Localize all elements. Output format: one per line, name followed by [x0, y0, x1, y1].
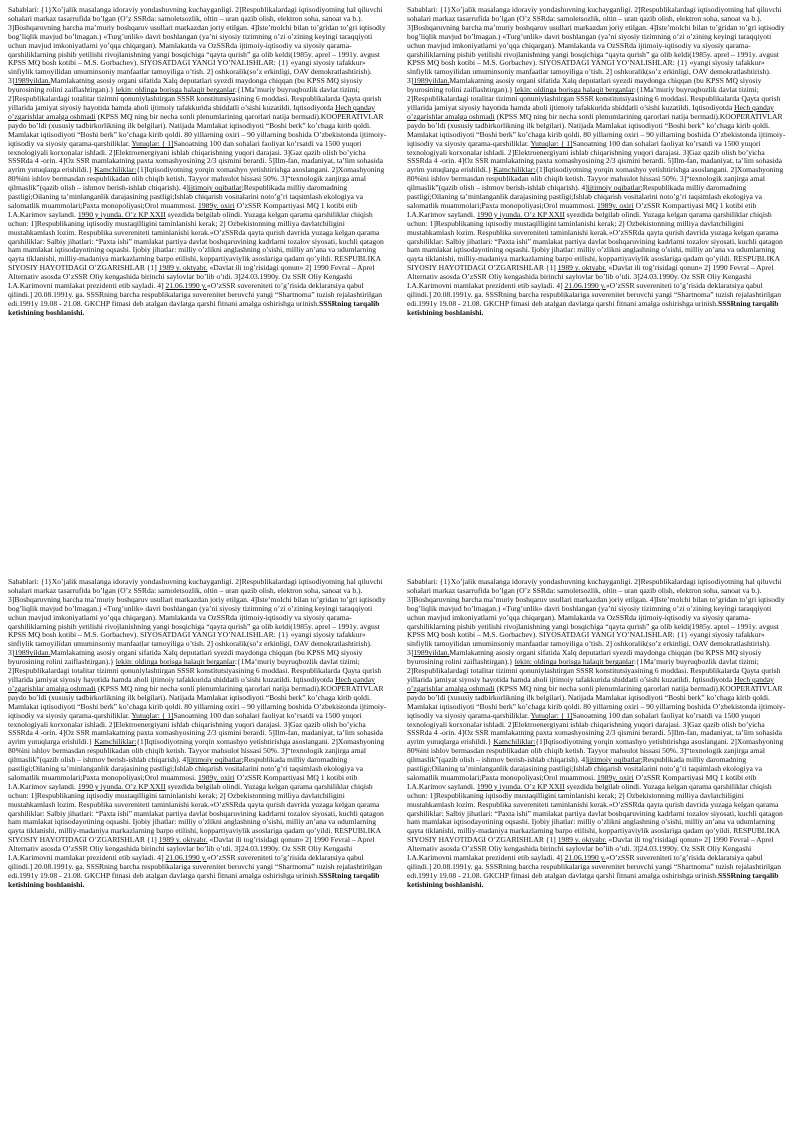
panel-text: Sabablari: {1}Xo’jalik masalanga idoraviy yondashuvning kuchayganligi. 2]Respublikalardagi iqtisodiyotning hal qiluvchi sohalari markaz tasarrufida bo’lgan (O’z SSRda: samoletsozlik, oltin – uran qazib olish, elektron soha, sanoat va b.). 3]Boshqaruvning barcha ma’muriy boshqaruv usullari markazdan joriy etilgan. 4]Iste’molchi bilan to’gridan to’gri iqtisodiy bog’liqlik mavjud bo’lmagan.) «Turg’unlik» davri boshlangan (ya’ni siyosiy tizimning o’zi o’zining keyingi taraqqiyoti uchun mavjud imkoniyatlarni yo’qqa chiqargan). Mamlakatda va OzSSRda ijtimoiy-iqtisodiy va siyosiy qarama-qarshiliklarning pishib yetilishi rivojlanishning yangi bosqichiga “qayta qurish” ga olib keldi(1985y. aprel – 1991y. avgust KPSS MQ bosh kotibi – M.S. Gorbachev). SIYOSATDAGI YANGI YO’NALISHLAR: {1} «yangi siyosiy tafakkur» sinfiylik tamoyilidan umuminsoniy manfaatlar tamoyiliga o’tish. 2] oshkoralik(so’z erkinligi, OAV demokratlashtirish). 3] — [8, 577, 386, 658]
panel-text: O’zSSR Kompartiyasi MQ 1 kotibi etib I.A.Karimov saylandi. — [8, 200, 358, 219]
panel-text: «Davlat ili tog’risidagi qonun» 2] 1990 Fevral – Aprel Alternativ asosda O’zSSR Oliy kengashida birinchi saylovlar bo’lib o’tdi. 3]24.03.1990y. Oz SSR Oliy Kengashi I.A.Karimovni mamlakat prezidenti etib sayladi. 4] — [407, 263, 774, 291]
underlined-phrase: ijtimoiy oqibatlar — [587, 755, 641, 765]
underlined-phrase: 1989 y. oktyabr. — [557, 263, 607, 273]
underlined-phrase: 1989yildan. — [14, 648, 51, 658]
underlined-phrase: Hech qanday o’zgarishlar amalga oshmadi — [8, 674, 375, 693]
panel-text: Sabablari: {1}Xo’jalik masalanga idoraviy yondashuvning kuchayganligi. 2]Respublikalardagi iqtisodiyotning hal qiluvchi sohalari markaz tasarrufida bo’lgan (O’z SSRda: samoletsozlik, oltin – uran qazib olish, elektron soha, sanoat va b.). 3]Boshqaruvning barcha ma’muriy boshqaruv usullari markazdan joriy etilgan. 4]Iste’molchi bilan to’gridan to’gri iqtisodiy bog’liqlik mavjud bo’lmagan.) «Turg’unlik» davri boshlangan (ya’ni siyosiy tizimning o’zi o’zining keyingi taraqqiyoti uchun mavjud imkoniyatlarni yo’qqa chiqargan). Mamlakatda va OzSSRda ijtimoiy-iqtisodiy va siyosiy qarama-qarshiliklarning pishib yetilishi rivojlanishning yangi bosqichiga “qayta qurish” ga olib keldi(1985y. aprel – 1991y. avgust KPSS MQ bosh kotibi – M.S. Gorbachev). SIYOSATDAGI YANGI YO’NALISHLAR: {1} «yangi siyosiy tafakkur» sinfiylik tamoyilidan umuminsoniy manfaatlar tamoyiliga o’tish. 2] oshkoralik(so’z erkinligi, OAV demokratlashtirish). 3] — [407, 5, 785, 86]
panel-text: :{1Ma’muriy buyruqbozlik davlat tizimi; 2]Respublikalardagi totalitar tizimni qonuniylashtirgan SSSR konstitutsiyasining 6 moddasi. Respublikalarda Qayta qurish yillarida jamiyat siyosiy hayotida hamda aholi ijtimoiy tafakkurida shiddatli o’sishi kuzatildi. Iqtisodiyotda — [407, 657, 781, 684]
panel-text: Sabablari: {1}Xo’jalik masalanga idoraviy yondashuvning kuchayganligi. 2]Respublikalardagi iqtisodiyotning hal qiluvchi sohalari markaz tasarrufida bo’lgan (O’z SSRda: samoletsozlik, oltin – uran qazib olish, elektron soha, sanoat va b.). 3]Boshqaruvning barcha ma’muriy boshqaruv usullari markazdan joriy etilgan. 4]Iste’molchi bilan to’gridan to’gri iqtisodiy bog’liqlik mavjud bo’lmagan.) «Turg’unlik» davri boshlangan (ya’ni siyosiy tizimning o’zi o’zining keyingi taraqqiyoti uchun mavjud imkoniyatlarni yo’qqa chiqargan). Mamlakatda va OzSSRda ijtimoiy-iqtisodiy va siyosiy qarama-qarshiliklarning pishib yetilishi rivojlanishning yangi bosqichiga “qayta qurish” ga olib keldi(1985y. aprel – 1991y. avgust KPSS MQ bosh kotibi – M.S. Gorbachev). SIYOSATDAGI YANGI YO’NALISHLAR: {1} «yangi siyosiy tafakkur» sinfiylik tamoyilidan umuminsoniy manfaatlar tamoyiliga o’tish. 2] oshkoralik(so’z erkinligi, OAV demokratlashtirish). 3] — [407, 577, 785, 658]
underlined-phrase: 1989y. oxiri — [597, 772, 634, 782]
underlined-phrase: Yutuqlar: { 1] — [131, 710, 174, 720]
panel-text: ;Respublikada milliy daromadning pastligi;Oilaning ta’minlanganlik darajasining pastligi;Ishlab chiqarish vositalarini noto’g’ri taqsimlash ekologiya va salomatlik muammolari;Paxta monopoliyasi;Orol muammosi. — [8, 183, 363, 210]
text-panel-bottom-right — [407, 578, 787, 890]
underlined-phrase: 1990 y iyunda. O’z KP XXII — [476, 781, 565, 791]
underlined-phrase: Hech qanday o’zgarishlar amalga oshmadi — [407, 102, 774, 121]
underlined-phrase: ijtimoiy oqibatlar — [188, 755, 242, 765]
underlined-phrase: 1989 y. oktyabr. — [158, 835, 208, 845]
underlined-phrase: 1989 y. oktyabr. — [158, 263, 208, 273]
underlined-phrase: 1990 y iyunda. O’z KP XXII — [77, 209, 166, 219]
panel-text: (KPSS MQ ning bir necha sonli plenumlarining qarorlari natija bermadi).KOOPERATIVLAR paydo bo’ldi (xususiy tadbirkorlikning ilk belgilari). Natijada Mamlakat iqtisodiyoti “Boshi berk” ko’chaga kirib qoldi. Mamlakat iqtisodiyoti “Boshi berk” ko’chaga kirib qoldi. 80 yillarning oxiri – 90 yillarning boshida O’zbekistonda ijtimoiy-iqtisodiy va siyosiy qarama-qarshiliklar. — [8, 683, 387, 720]
underlined-phrase: 1989y. oxiri — [198, 772, 235, 782]
underlined-phrase: 21.06.1990 y. — [165, 281, 207, 291]
panel-text: Mamlakatning asosiy organi sifatida Xalq deputatlari syezdi maydonga chiqqan (bu KPSS MQ siyosiy byurosining rolini zaiflashtirgan).} — [8, 76, 363, 95]
panel-text: «O’zSSR suvereniteti to’g’risida deklaratsiya qabul qilindi.] 20.08.1991y. ga. SSSRning barcha respublikalariga suverenitet beruvchi yangi “Shartnoma” tuzish rejalashtirilgan edi.1991y 19.08 - 21.08. GKCHP fitnasi deb atalgan davlatga qarshi fitnani amalga oshirishga urinish. — [407, 281, 782, 308]
underlined-phrase: Yutuqlar: { 1] — [530, 138, 573, 148]
bold-conclusion: SSSRning tarqalib ketishining boshlanishi. — [407, 870, 779, 889]
underlined-phrase: Kamchiliklar: — [493, 737, 536, 747]
panel-text: syezdida belgilab olindi. Yuzaga kelgan qarama qarshiliklar chiqish uchun: 1]Respublikaning iqtisodiy mustaqilligini taminlanishi kerak; 2] Ozbekistonning milliya davlatchiligini mustahkamlash lozim. Respublika suvereniteti taminlanishi kerak.«O’zSSRda qayta qurish davrida yuzaga kelgan qarama qarshiliklar: Salbiy jihatlari: “Paxta ishi” mamlakat partiya davlat boshqaruvining kadrlarni tozalov siyosati, kuchli qatagon ham mamlakat iqtisodayotining oqsashi. Ijobiy jihatlar: milliy o’zlikni anglashning o’sishi, milliy an’ana va udumlarning qayta tiklanishi, milliy-madaniya markazlarning barpo etilishi, koppartiyaviylik asoslariga qadam qo’yildi. RESPUBLIKA SIYOSIY HAYOTIDAGI O’ZGARISHLAR {1] — [8, 209, 384, 273]
underlined-phrase: 21.06.1990 y. — [564, 281, 606, 291]
panel-text: Mamlakatning asosiy organi sifatida Xalq deputatlari syezdi maydonga chiqqan (bu KPSS MQ siyosiy byurosining rolini zaiflashtirgan).} — [407, 76, 762, 95]
text-panel-top-left — [8, 6, 388, 318]
panel-text: :{1Ma’muriy buyruqbozlik davlat tizimi; 2]Respublikalardagi totalitar tizimni qonuniylashtirgan SSSR konstitutsiyasining 6 moddasi. Respublikalarda Qayta qurish yillarida jamiyat siyosiy hayotida hamda aholi ijtimoiy tafakkurida shiddatli o’sishi kuzatildi. Iqtisodiyotda — [8, 85, 382, 112]
panel-text: O’zSSR Kompartiyasi MQ 1 kotibi etib I.A.Karimov saylandi. — [407, 772, 757, 791]
panel-text: «O’zSSR suvereniteti to’g’risida deklaratsiya qabul qilindi.] 20.08.1991y. ga. SSSRning barcha respublikalariga suverenitet beruvchi yangi “Shartnoma” tuzish rejalashtirilgan edi.1991y 19.08 - 21.08. GKCHP fitnasi deb atalgan davlatga qarshi fitnani amalga oshirishga urinish. — [8, 281, 383, 308]
underlined-phrase: ijtimoiy oqibatlar — [587, 183, 641, 193]
panel-text: (KPSS MQ ning bir necha sonli plenumlarining qarorlari natija bermadi).KOOPERATIVLAR paydo bo’ldi (xususiy tadbirkorlikning ilk belgilari). Natijada Mamlakat iqtisodiyoti “Boshi berk” ko’chaga kirib qoldi. Mamlakat iqtisodiyoti “Boshi berk” ko’chaga kirib qoldi. 80 yillarning oxiri – 90 yillarning boshida O’zbekistonda ijtimoiy-iqtisodiy va siyosiy qarama-qarshiliklar. — [407, 683, 786, 720]
underlined-phrase: 21.06.1990 y. — [564, 853, 606, 863]
panel-text: Sabablari: {1}Xo’jalik masalanga idoraviy yondashuvning kuchayganligi. 2]Respublikalardagi iqtisodiyotning hal qiluvchi sohalari markaz tasarrufida bo’lgan (O’z SSRda: samoletsozlik, oltin – uran qazib olish, elektron soha, sanoat va b.). 3]Boshqaruvning barcha ma’muriy boshqaruv usullari markazdan joriy etilgan. 4]Iste’molchi bilan to’gridan to’gri iqtisodiy bog’liqlik mavjud bo’lmagan.) «Turg’unlik» davri boshlangan (ya’ni siyosiy tizimning o’zi o’zining keyingi taraqqiyoti uchun mavjud imkoniyatlarni yo’qqa chiqargan). Mamlakatda va OzSSRda ijtimoiy-iqtisodiy va siyosiy qarama-qarshiliklarning pishib yetilishi rivojlanishning yangi bosqichiga “qayta qurish” ga olib keldi(1985y. aprel – 1991y. avgust KPSS MQ bosh kotibi – M.S. Gorbachev). SIYOSATDAGI YANGI YO’NALISHLAR: {1} «yangi siyosiy tafakkur» sinfiylik tamoyilidan umuminsoniy manfaatlar tamoyiliga o’tish. 2] oshkoralik(so’z erkinligi, OAV demokratlashtirish). 3] — [8, 5, 386, 86]
panel-text: «Davlat ili tog’risidagi qonun» 2] 1990 Fevral – Aprel Alternativ asosda O’zSSR Oliy kengashida birinchi saylovlar bo’lib o’tdi. 3]24.03.1990y. Oz SSR Oliy Kengashi I.A.Karimovni mamlakat prezidenti etib sayladi. 4] — [8, 263, 375, 291]
panel-text: :{1Ma’muriy buyruqbozlik davlat tizimi; 2]Respublikalardagi totalitar tizimni qonuniylashtirgan SSSR konstitutsiyasining 6 moddasi. Respublikalarda Qayta qurish yillarida jamiyat siyosiy hayotida hamda aholi ijtimoiy tafakkurida shiddatli o’sishi kuzatildi. Iqtisodiyotda — [8, 657, 382, 684]
panel-text: ;Respublikada milliy daromadning pastligi;Oilaning ta’minlanganlik darajasining pastligi;Ishlab chiqarish vositalarini noto’g’ri taqsimlash ekologiya va salomatlik muammolari;Paxta monopoliyasi;Orol muammosi. — [8, 755, 363, 782]
underlined-phrase: Kamchiliklar: — [94, 165, 137, 175]
underlined-phrase: Hech qanday o’zgarishlar amalga oshmadi — [8, 102, 375, 121]
underlined-phrase: lekin: oldinga borisga halaqit berganlar — [514, 657, 634, 667]
panel-text: «Davlat ili tog’risidagi qonun» 2] 1990 Fevral – Aprel Alternativ asosda O’zSSR Oliy kengashida birinchi saylovlar bo’lib o’tdi. 3]24.03.1990y. Oz SSR Oliy Kengashi I.A.Karimovni mamlakat prezidenti etib sayladi. 4] — [8, 835, 375, 863]
text-panel-top-right — [407, 6, 787, 318]
panel-text: :{1Ma’muriy buyruqbozlik davlat tizimi; 2]Respublikalardagi totalitar tizimni qonuniylashtirgan SSSR konstitutsiyasining 6 moddasi. Respublikalarda Qayta qurish yillarida jamiyat siyosiy hayotida hamda aholi ijtimoiy tafakkurida shiddatli o’sishi kuzatildi. Iqtisodiyotda — [407, 85, 781, 112]
underlined-phrase: 1989y. oxiri — [198, 200, 235, 210]
panel-text: syezdida belgilab olindi. Yuzaga kelgan qarama qarshiliklar chiqish uchun: 1]Respublikaning iqtisodiy mustaqilligini taminlanishi kerak; 2] Ozbekistonning milliya davlatchiligini mustahkamlash lozim. Respublika suvereniteti taminlanishi kerak.«O’zSSRda qayta qurish davrida yuzaga kelgan qarama qarshiliklar: Salbiy jihatlari: “Paxta ishi” mamlakat partiya davlat boshqaruvining kadrlarni tozalov siyosati, kuchli qatagon ham mamlakat iqtisodayotining oqsashi. Ijobiy jihatlar: milliy o’zlikni anglashning o’sishi, milliy an’ana va udumlarning qayta tiklanishi, milliy-madaniya markazlarning barpo etilishi, koppartiyaviylik asoslariga qadam qo’yildi. RESPUBLIKA SIYOSIY HAYOTIDAGI O’ZGARISHLAR {1] — [407, 209, 783, 273]
underlined-phrase: 1990 y iyunda. O’z KP XXII — [77, 781, 166, 791]
underlined-phrase: ijtimoiy oqibatlar — [188, 183, 242, 193]
bold-conclusion: SSSRning tarqalib ketishining boshlanishi. — [8, 298, 380, 317]
panel-text: Sanoatning 100 dan sohalari faoliyat ko’rsatdi va 1500 yuqori texnologiyali korxonalar ishladi. 2]Elektroenergiyani ishlab chiqarishning yuqori darajasi. 3]Gaz qazib olish bo’yicha SSSRda 4 -orin. 4]Oz SSR mamlakatning paxta xomashyosining 2/3 qismini berardi. 5]Ilm-fan, madaniyat, ta’lim sohasida ayrim yutuqlarga erishildi.} — [407, 138, 782, 175]
panel-text: ;Respublikada milliy daromadning pastligi;Oilaning ta’minlanganlik darajasining pastligi;Ishlab chiqarish vositalarini noto’g’ri taqsimlash ekologiya va salomatlik muammolari;Paxta monopoliyasi;Orol muammosi. — [407, 183, 762, 210]
underlined-phrase: 21.06.1990 y. — [165, 853, 207, 863]
panel-text: O’zSSR Kompartiyasi MQ 1 kotibi etib I.A.Karimov saylandi. — [407, 200, 757, 219]
underlined-phrase: 1990 y iyunda. O’z KP XXII — [476, 209, 565, 219]
underlined-phrase: 1989yildan. — [14, 76, 51, 86]
panel-text: (KPSS MQ ning bir necha sonli plenumlarining qarorlari natija bermadi).KOOPERATIVLAR paydo bo’ldi (xususiy tadbirkorlikning ilk belgilari). Natijada Mamlakat iqtisodiyoti “Boshi berk” ko’chaga kirib qoldi. Mamlakat iqtisodiyoti “Boshi berk” ko’chaga kirib qoldi. 80 yillarning oxiri – 90 yillarning boshida O’zbekistonda ijtimoiy-iqtisodiy va siyosiy qarama-qarshiliklar. — [8, 111, 387, 148]
panel-text: {1]Iqtisodiyotning yorqin xomashyo yetishtirishga asoslangani. 2]Xomashyoning 80%ini ishlov bermasdan respublikadan olib chiqib ketish. Tayyor mahsulot hissasi 50%. 3]“texnologik zanjirga amal qilmaslik”(qazib olish – ishmov berish-ishlab chiqarish). 4] — [407, 165, 784, 193]
underlined-phrase: lekin: oldinga borisga halaqit berganlar — [115, 657, 235, 667]
panel-text: «O’zSSR suvereniteti to’g’risida deklaratsiya qabul qilindi.] 20.08.1991y. ga. SSSRning barcha respublikalariga suverenitet beruvchi yangi “Shartnoma” tuzish rejalashtirilgan edi.1991y 19.08 - 21.08. GKCHP fitnasi deb atalgan davlatga qarshi fitnani amalga oshirishga urinish. — [8, 853, 383, 880]
panel-text: (KPSS MQ ning bir necha sonli plenumlarining qarorlari natija bermadi).KOOPERATIVLAR paydo bo’ldi (xususiy tadbirkorlikning ilk belgilari). Natijada Mamlakat iqtisodiyoti “Boshi berk” ko’chaga kirib qoldi. Mamlakat iqtisodiyoti “Boshi berk” ko’chaga kirib qoldi. 80 yillarning oxiri – 90 yillarning boshida O’zbekistonda ijtimoiy-iqtisodiy va siyosiy qarama-qarshiliklar. — [407, 111, 786, 148]
underlined-phrase: lekin: oldinga borisga halaqit berganlar — [115, 85, 235, 95]
panel-text: {1]Iqtisodiyotning yorqin xomashyo yetishtirishga asoslangani. 2]Xomashyoning 80%ini ishlov bermasdan respublikadan olib chiqib ketish. Tayyor mahsulot hissasi 50%. 3]“texnologik zanjirga amal qilmaslik”(qazib olish – ishmov berish-ishlab chiqarish). 4] — [407, 737, 784, 765]
underlined-phrase: 1989yildan. — [413, 648, 450, 658]
underlined-phrase: Yutuqlar: { 1] — [530, 710, 573, 720]
bold-conclusion: SSSRning tarqalib ketishining boshlanishi. — [407, 298, 779, 317]
panel-text: Sanoatning 100 dan sohalari faoliyat ko’rsatdi va 1500 yuqori texnologiyali korxonalar ishladi. 2]Elektroenergiyani ishlab chiqarishning yuqori darajasi. 3]Gaz qazib olish bo’yicha SSSRda 4 -orin. 4]Oz SSR mamlakatning paxta xomashyosining 2/3 qismini berardi. 5]Ilm-fan, madaniyat, ta’lim sohasida ayrim yutuqlarga erishildi.} — [8, 138, 383, 175]
underlined-phrase: 1989y. oxiri — [597, 200, 634, 210]
text-panel-bottom-left — [8, 578, 388, 890]
underlined-phrase: Kamchiliklar: — [94, 737, 137, 747]
panel-text: O’zSSR Kompartiyasi MQ 1 kotibi etib I.A.Karimov saylandi. — [8, 772, 358, 791]
underlined-phrase: 1989yildan. — [413, 76, 450, 86]
panel-text: Sanoatning 100 dan sohalari faoliyat ko’rsatdi va 1500 yuqori texnologiyali korxonalar ishladi. 2]Elektroenergiyani ishlab chiqarishning yuqori darajasi. 3]Gaz qazib olish bo’yicha SSSRda 4 -orin. 4]Oz SSR mamlakatning paxta xomashyosining 2/3 qismini berardi. 5]Ilm-fan, madaniyat, ta’lim sohasida ayrim yutuqlarga erishildi.} — [407, 710, 782, 747]
panel-text: Mamlakatning asosiy organi sifatida Xalq deputatlari syezdi maydonga chiqqan (bu KPSS MQ siyosiy byurosining rolini zaiflashtirgan).} — [407, 648, 762, 667]
panel-text: «O’zSSR suvereniteti to’g’risida deklaratsiya qabul qilindi.] 20.08.1991y. ga. SSSRning barcha respublikalariga suverenitet beruvchi yangi “Shartnoma” tuzish rejalashtirilgan edi.1991y 19.08 - 21.08. GKCHP fitnasi deb atalgan davlatga qarshi fitnani amalga oshirishga urinish. — [407, 853, 782, 880]
underlined-phrase: Hech qanday o’zgarishlar amalga oshmadi — [407, 674, 774, 693]
panel-text: ;Respublikada milliy daromadning pastligi;Oilaning ta’minlanganlik darajasining pastligi;Ishlab chiqarish vositalarini noto’g’ri taqsimlash ekologiya va salomatlik muammolari;Paxta monopoliyasi;Orol muammosi. — [407, 755, 762, 782]
panel-text: Sanoatning 100 dan sohalari faoliyat ko’rsatdi va 1500 yuqori texnologiyali korxonalar ishladi. 2]Elektroenergiyani ishlab chiqarishning yuqori darajasi. 3]Gaz qazib olish bo’yicha SSSRda 4 -orin. 4]Oz SSR mamlakatning paxta xomashyosining 2/3 qismini berardi. 5]Ilm-fan, madaniyat, ta’lim sohasida ayrim yutuqlarga erishildi.} — [8, 710, 383, 747]
bold-conclusion: SSSRning tarqalib ketishining boshlanishi. — [8, 870, 380, 889]
underlined-phrase: lekin: oldinga borisga halaqit berganlar — [514, 85, 634, 95]
panel-text: {1]Iqtisodiyotning yorqin xomashyo yetishtirishga asoslangani. 2]Xomashyoning 80%ini ishlov bermasdan respublikadan olib chiqib ketish. Tayyor mahsulot hissasi 50%. 3]“texnologik zanjirga amal qilmaslik”(qazib olish – ishmov berish-ishlab chiqarish). 4] — [8, 165, 385, 193]
panel-text: {1]Iqtisodiyotning yorqin xomashyo yetishtirishga asoslangani. 2]Xomashyoning 80%ini ishlov bermasdan respublikadan olib chiqib ketish. Tayyor mahsulot hissasi 50%. 3]“texnologik zanjirga amal qilmaslik”(qazib olish – ishmov berish-ishlab chiqarish). 4] — [8, 737, 385, 765]
panel-text: Mamlakatning asosiy organi sifatida Xalq deputatlari syezdi maydonga chiqqan (bu KPSS MQ siyosiy byurosining rolini zaiflashtirgan).} — [8, 648, 363, 667]
underlined-phrase: 1989 y. oktyabr. — [557, 835, 607, 845]
underlined-phrase: Yutuqlar: { 1] — [131, 138, 174, 148]
underlined-phrase: Kamchiliklar: — [493, 165, 536, 175]
panel-text: «Davlat ili tog’risidagi qonun» 2] 1990 Fevral – Aprel Alternativ asosda O’zSSR Oliy kengashida birinchi saylovlar bo’lib o’tdi. 3]24.03.1990y. Oz SSR Oliy Kengashi I.A.Karimovni mamlakat prezidenti etib sayladi. 4] — [407, 835, 774, 863]
panel-text: syezdida belgilab olindi. Yuzaga kelgan qarama qarshiliklar chiqish uchun: 1]Respublikaning iqtisodiy mustaqilligini taminlanishi kerak; 2] Ozbekistonning milliya davlatchiligini mustahkamlash lozim. Respublika suvereniteti taminlanishi kerak.«O’zSSRda qayta qurish davrida yuzaga kelgan qarama qarshiliklar: Salbiy jihatlari: “Paxta ishi” mamlakat partiya davlat boshqaruvining kadrlarni tozalov siyosati, kuchli qatagon ham mamlakat iqtisodayotining oqsashi. Ijobiy jihatlar: milliy o’zlikni anglashning o’sishi, milliy an’ana va udumlarning qayta tiklanishi, milliy-madaniya markazlarning barpo etilishi, koppartiyaviylik asoslariga qadam qo’yildi. RESPUBLIKA SIYOSIY HAYOTIDAGI O’ZGARISHLAR {1] — [8, 781, 384, 845]
panel-text: syezdida belgilab olindi. Yuzaga kelgan qarama qarshiliklar chiqish uchun: 1]Respublikaning iqtisodiy mustaqilligini taminlanishi kerak; 2] Ozbekistonning milliya davlatchiligini mustahkamlash lozim. Respublika suvereniteti taminlanishi kerak.«O’zSSRda qayta qurish davrida yuzaga kelgan qarama qarshiliklar: Salbiy jihatlari: “Paxta ishi” mamlakat partiya davlat boshqaruvining kadrlarni tozalov siyosati, kuchli qatagon ham mamlakat iqtisodayotining oqsashi. Ijobiy jihatlar: milliy o’zlikni anglashning o’sishi, milliy an’ana va udumlarning qayta tiklanishi, milliy-madaniya markazlarning barpo etilishi, koppartiyaviylik asoslariga qadam qo’yildi. RESPUBLIKA SIYOSIY HAYOTIDAGI O’ZGARISHLAR {1] — [407, 781, 783, 845]
